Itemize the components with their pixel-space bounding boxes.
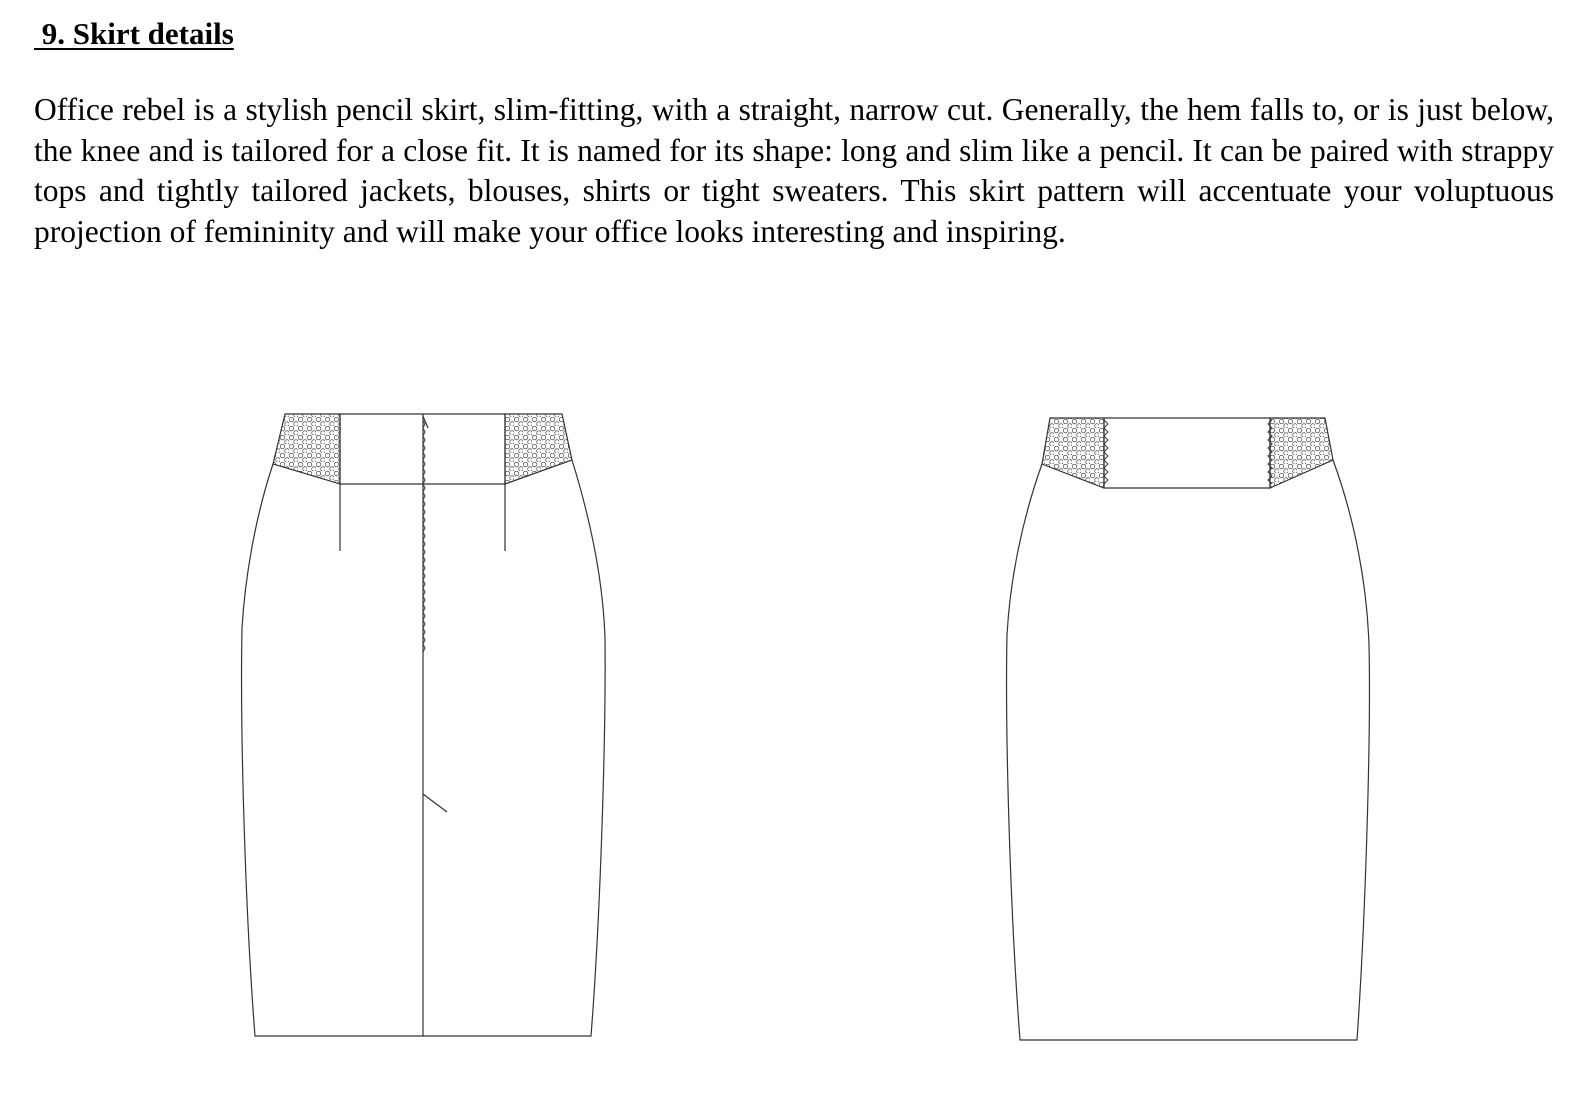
- left-yoke-panel: [273, 414, 340, 484]
- right-yoke-panel: [1270, 418, 1333, 488]
- left-yoke-panel: [1042, 418, 1104, 488]
- skirt-front-view-illustration: [1000, 410, 1380, 1050]
- section-heading: 9. Skirt details: [34, 16, 234, 51]
- skirt-back-view-illustration: [235, 408, 615, 1048]
- skirt-body: [1007, 460, 1370, 1040]
- back-vent: [423, 794, 447, 812]
- waistband: [1104, 418, 1270, 488]
- right-yoke-panel: [505, 414, 572, 484]
- description-paragraph: Office rebel is a stylish pencil skirt, slim-fitting, with a straight, narrow cut. Generally, the hem falls to, or is just below, the knee and is tailored for a close fit. It is named for its shape: long and slim like a pencil. It can be paired with strappy tops and tightly tailored jackets, blouses, shirts or tight sweaters. This skirt pattern will accentuate your voluptuous projection of femininity and will make your office looks interesting and inspiring.: [34, 92, 1554, 249]
